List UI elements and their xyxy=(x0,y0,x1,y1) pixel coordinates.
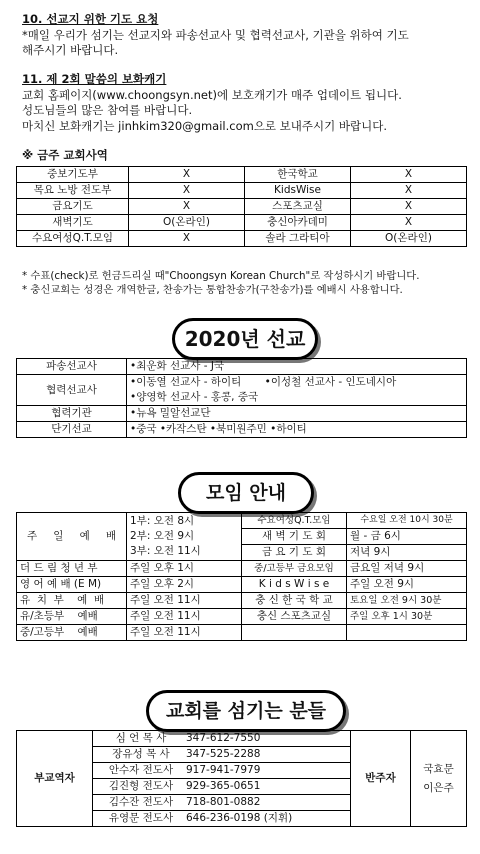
table-row xyxy=(17,577,467,593)
staff-entry xyxy=(93,763,351,779)
meeting-name: 중/고등부 예배 xyxy=(17,625,127,641)
event-name: 스포츠교실 xyxy=(245,199,351,215)
mission-value: •뉴욕 밀알선교단 xyxy=(127,406,467,422)
event-status: O(온라인) xyxy=(351,231,467,247)
meeting-name: 영 어 예 배 (E M) xyxy=(17,577,127,593)
event-name: 충신아카데미 xyxy=(245,215,351,231)
prayer-line-2: 해주시기 바랍니다. xyxy=(22,43,119,57)
meeting-time: 주일 오전 11시 xyxy=(127,625,242,641)
mission-label: 단기선교 xyxy=(17,422,127,438)
staff-phone: 347-525-2288 xyxy=(186,748,261,760)
recordings-line-1: 교회 홈페이지(www.choongsyn.net)에 보호캐기가 매주 업데이트 됩니다. xyxy=(22,87,402,102)
meeting-name: 충 신 한 국 학 교 xyxy=(242,593,347,609)
mission-label: 협력기관 xyxy=(17,406,127,422)
meeting-time: 월 - 금 6시 xyxy=(347,529,467,545)
table-row xyxy=(17,199,467,215)
staff-name: 심 언 목 사 xyxy=(115,732,167,744)
mission-value xyxy=(127,375,467,406)
meeting-time: 주일 오전 9시 xyxy=(347,577,467,593)
mission-label: 협력선교사 xyxy=(17,375,127,406)
staff-entry xyxy=(93,731,351,747)
worship-times xyxy=(127,513,242,561)
event-name: KidsWise xyxy=(245,183,351,199)
empty-cell xyxy=(242,625,347,641)
meeting-time: 주일 오후 1시 30분 xyxy=(347,609,467,625)
mission-label: 파송선교사 xyxy=(17,359,127,375)
prayer-request-section xyxy=(22,12,470,59)
meeting-name: 더 드 림 청 년 부 xyxy=(17,561,127,577)
servants-table xyxy=(16,730,467,827)
staff-name: 김수잔 전도사 xyxy=(108,796,174,808)
mission-line: •양영학 선교사 - 홍콩, 중국 xyxy=(130,391,259,403)
recordings-heading: 11. 제 2회 말씀의 보화캐기 xyxy=(22,72,167,86)
mission-title: 2020년 선교 xyxy=(172,318,318,360)
prayer-line-1: *매일 우리가 섬기는 선교지와 파송선교사 및 협력선교사, 기관을 위하여 기도 xyxy=(22,27,409,42)
staff-entry xyxy=(93,811,351,827)
worship-time: 3부: 오전 11시 xyxy=(130,545,201,557)
meeting-name: 수요여성Q.T.모임 xyxy=(242,513,347,529)
mission-value: •중국 •카작스탄 •북미원주민 •하이티 xyxy=(127,422,467,438)
staff-name: 장유성 목 사 xyxy=(112,748,170,760)
mission-line: •이동열 선교사 - 하이티 •이성철 선교사 - 인도네시아 xyxy=(130,376,397,388)
table-row xyxy=(17,513,467,529)
meeting-name: 유 치 부 예 배 xyxy=(17,593,127,609)
meetings-table xyxy=(16,512,467,641)
event-name: 중보기도부 xyxy=(17,167,129,183)
event-name: 한국학교 xyxy=(245,167,351,183)
table-row xyxy=(17,609,467,625)
event-name: 새벽기도 xyxy=(17,215,129,231)
meeting-time: 주일 오전 11시 xyxy=(127,609,242,625)
meeting-time: 수요일 오전 10시 30분 xyxy=(347,513,467,529)
event-name: 솔라 그라티아 xyxy=(245,231,351,247)
meeting-name: 중/고등부 금요모임 xyxy=(242,561,347,577)
event-status: O(온라인) xyxy=(129,215,245,231)
staff-phone: 718-801-0882 xyxy=(186,796,261,808)
event-name: 금요기도 xyxy=(17,199,129,215)
table-row xyxy=(17,593,467,609)
staff-entry xyxy=(93,795,351,811)
meeting-name: 유/초등부 예배 xyxy=(17,609,127,625)
mission-table xyxy=(16,358,467,438)
staff-name: 김진형 전도사 xyxy=(108,780,174,792)
note-check: * 수표(check)로 헌금드리실 때"Choongsyn Korean Church"로 작성하시기 바랍니다. xyxy=(22,270,420,282)
worship-time: 1부: 오전 8시 xyxy=(130,515,195,527)
table-row xyxy=(17,422,467,438)
table-row xyxy=(17,406,467,422)
event-status: X xyxy=(129,183,245,199)
empty-cell xyxy=(347,625,467,641)
meeting-time: 금요일 저녁 9시 xyxy=(347,561,467,577)
table-row xyxy=(17,359,467,375)
meeting-time: 주일 오전 11시 xyxy=(127,593,242,609)
weekly-events-heading: ※ 금주 교회사역 xyxy=(22,148,108,162)
meeting-name: 충신 스포츠교실 xyxy=(242,609,347,625)
worship-time: 2부: 오전 9시 xyxy=(130,530,195,542)
event-status: X xyxy=(129,199,245,215)
note-bible: * 충신교회는 성경은 개역한글, 찬송가는 통합찬송가(구찬송가)를 예배시 사용합니다. xyxy=(22,283,403,296)
staff-entry xyxy=(93,747,351,763)
staff-group-label: 부교역자 xyxy=(17,731,93,827)
worship-label: 주 일 예 배 xyxy=(17,513,127,561)
event-status: X xyxy=(351,215,467,231)
meeting-time: 저녁 9시 xyxy=(347,545,467,561)
weekly-events-notes xyxy=(22,270,472,297)
staff-phone: 917-941-7979 xyxy=(186,764,261,776)
accompanists xyxy=(411,731,467,827)
weekly-events-table xyxy=(16,166,467,247)
meetings-title: 모임 안내 xyxy=(178,472,314,514)
meeting-name: 새 벽 기 도 회 xyxy=(242,529,347,545)
table-row xyxy=(17,183,467,199)
event-name: 목요 노방 전도부 xyxy=(17,183,129,199)
staff-name: 유영문 전도사 xyxy=(108,812,174,824)
event-status: X xyxy=(351,167,467,183)
mission-value: •최운화 선교사 - J국 xyxy=(127,359,467,375)
event-status: X xyxy=(129,167,245,183)
meeting-name: 금 요 기 도 회 xyxy=(242,545,347,561)
table-row xyxy=(17,561,467,577)
meeting-time: 주일 오후 1시 xyxy=(127,561,242,577)
table-row xyxy=(17,731,467,747)
table-row xyxy=(17,231,467,247)
servants-title: 교회를 섬기는 분들 xyxy=(146,690,346,732)
staff-phone: 929-365-0651 xyxy=(186,780,261,792)
staff-entry xyxy=(93,779,351,795)
event-status: X xyxy=(351,183,467,199)
recordings-line-3: 마치신 보화캐기는 jinhkim320@gmail.com으로 보내주시기 바랍니다. xyxy=(22,118,387,133)
accompanist-name: 국효문 xyxy=(423,762,454,775)
prayer-heading: 10. 선교지 위한 기도 요청 xyxy=(22,12,159,26)
table-row xyxy=(17,375,467,406)
event-status: X xyxy=(351,199,467,215)
accompanist-name: 이은주 xyxy=(423,781,454,794)
meeting-time: 주일 오후 2시 xyxy=(127,577,242,593)
recordings-line-2: 성도님들의 많은 참여를 바랍니다. xyxy=(22,103,193,117)
staff-name: 안수자 전도사 xyxy=(108,764,174,776)
staff-phone: 646-236-0198 (지휘) xyxy=(186,812,293,824)
table-row xyxy=(17,625,467,641)
staff-phone: 347-612-7550 xyxy=(186,732,261,744)
meeting-time: 토요일 오전 9시 30분 xyxy=(347,593,467,609)
event-name: 수요여성Q.T.모임 xyxy=(17,231,129,247)
table-row xyxy=(17,215,467,231)
accompanist-label: 반주자 xyxy=(351,731,411,827)
table-row xyxy=(17,167,467,183)
recordings-section xyxy=(22,72,470,134)
event-status: X xyxy=(129,231,245,247)
meeting-name: K i d s W i s e xyxy=(242,577,347,593)
